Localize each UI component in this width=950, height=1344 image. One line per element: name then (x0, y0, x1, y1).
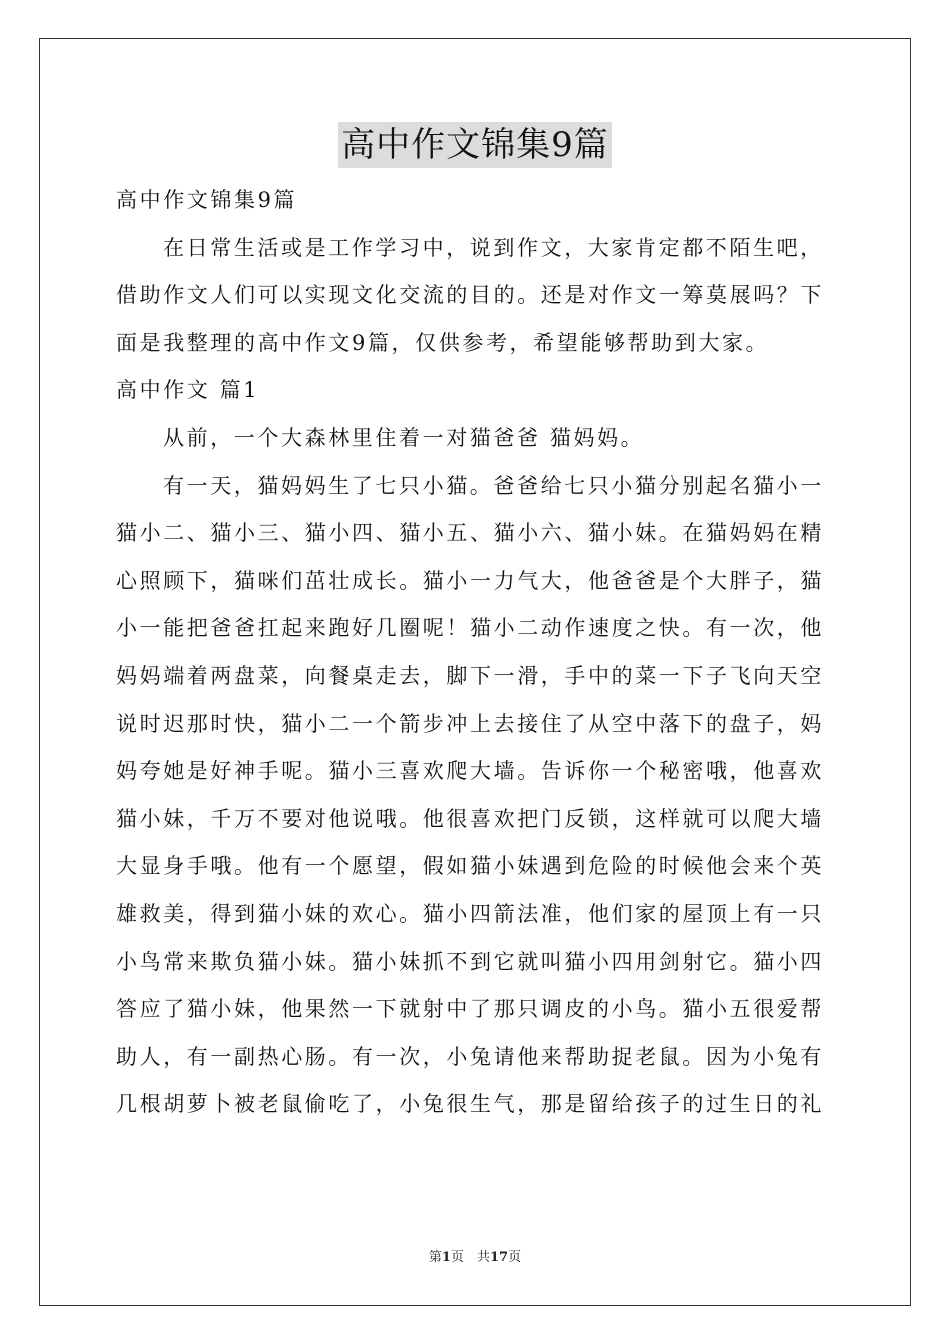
paragraph-line: 心照顾下，猫咪们茁壮成长。猫小一力气大，他爸爸是个大胖子，猫 (116, 568, 824, 593)
paragraph-line: 猫小妹，千万不要对他说哦。他很喜欢把门反锁，这样就可以爬大墙 (116, 806, 824, 831)
paragraph-line: 小一能把爸爸扛起来跑好几圈呢！猫小二动作速度之快。有一次，他 (116, 616, 824, 641)
paragraph-line: 小鸟常来欺负猫小妹。猫小妹抓不到它就叫猫小四用剑射它。猫小四 (116, 949, 824, 974)
paragraph-line: 妈夸她是好神手呢。猫小三喜欢爬大墙。告诉你一个秘密哦，他喜欢 (116, 759, 824, 784)
document-title: 高中作文锦集9篇 (338, 122, 612, 168)
title-container (0, 122, 950, 168)
paragraph-line: 大显身手哦。他有一个愿望，假如猫小妹遇到危险的时候他会来个英 (116, 854, 824, 879)
paragraph-line: 借助作文人们可以实现文化交流的目的。还是对作文一筹莫展吗？下 (116, 283, 824, 308)
page-label-prefix: 第 (428, 1250, 442, 1265)
subtitle-line: 高中作文锦集9篇 (116, 188, 298, 212)
paragraph-line: 雄救美，得到猫小妹的欢心。猫小四箭法准，他们家的屋顶上有一只 (116, 901, 824, 926)
paragraph-line: 答应了猫小妹，他果然一下就射中了那只调皮的小鸟。猫小五很爱帮 (116, 997, 824, 1022)
page-footer (0, 1246, 950, 1265)
paragraph-line: 助人，有一副热心肠。有一次，小兔请他来帮助捉老鼠。因为小兔有 (116, 1044, 824, 1069)
section-heading: 高中作文 篇1 (116, 378, 260, 403)
paragraph-line: 面是我整理的高中作文9篇，仅供参考，希望能够帮助到大家。 (116, 330, 770, 355)
paragraph-line: 几根胡萝卜被老鼠偷吃了，小兔很生气，那是留给孩子的过生日的礼 (116, 1092, 824, 1117)
total-pages: 17 (489, 1250, 509, 1265)
paragraph-line: 从前，一个大森林里住着一对猫爸爸 猫妈妈。 (163, 425, 645, 450)
page-label-mid: 页 共 (450, 1250, 490, 1265)
paragraph-line: 说时迟那时快，猫小二一个箭步冲上去接住了从空中落下的盘子，妈 (116, 711, 824, 736)
paragraph-line: 在日常生活或是工作学习中，说到作文，大家肯定都不陌生吧， (163, 235, 824, 260)
paragraph-line: 有一天，猫妈妈生了七只小猫。爸爸给七只小猫分别起名猫小一 (163, 473, 824, 498)
page-number: 1 (441, 1250, 451, 1265)
paragraph-line: 猫小二、猫小三、猫小四、猫小五、猫小六、猫小妹。在猫妈妈在精 (116, 521, 824, 546)
paragraph-line: 妈妈端着两盘菜，向餐桌走去，脚下一滑，手中的菜一下子飞向天空 (116, 663, 824, 688)
page-label-suffix: 页 (508, 1250, 522, 1265)
document-body (116, 180, 834, 1132)
